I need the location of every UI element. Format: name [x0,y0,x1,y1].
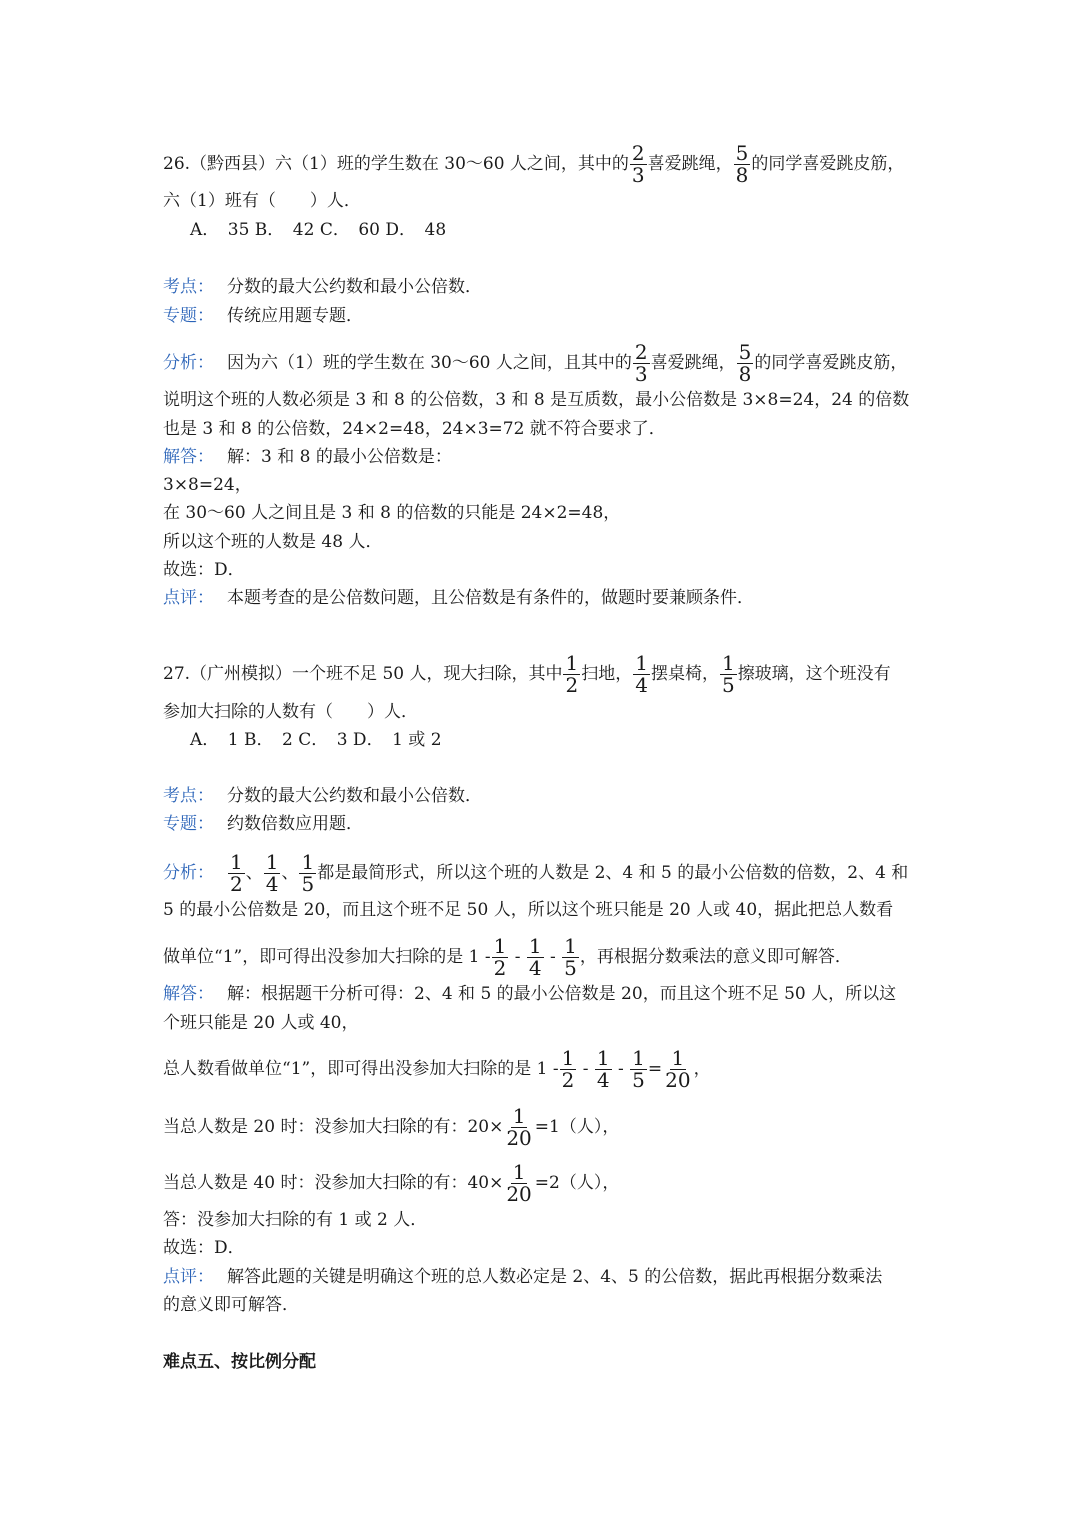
q26-fenxi-line3: 也是 3 和 8 的公倍数，24×2=48，24×3=72 就不符合要求了． [163,419,666,439]
dianping-label: 点评： [163,1267,214,1287]
q27-jieda-6: 答：没参加大扫除的有 1 或 2 人． [163,1210,428,1230]
fraction: $\frac{1}{5}$ [632,1046,645,1092]
zhuanti-label: 专题： [163,306,214,326]
q26-jieda-5: 故选：D． [163,560,245,580]
q26-stem-line1: 26.（黔西县）六（1）班的学生数在 30～60 人之间，其中的 $\frac{2}{3}$ 喜爱跳绳， $\frac{5}{8}$ 的同学喜爱跳皮筋， [163,141,905,187]
fraction: $\frac{1}{4}$ [265,850,279,896]
q27-dianping-2: 的意义即可解答． [163,1295,299,1315]
fraction: $\frac{1}{2}$ [561,1046,575,1092]
q27-jieda-3: 总人数看做单位“1”，即可得出没参加大扫除的是 1 - $\frac{1}{2}$ - $\frac{1}{4}$ - $\frac{1}{5}$ = $\frac{1}{20}$ ， [163,1046,711,1092]
q26-jieda-3: 在 30～60 人之间且是 3 和 8 的倍数的只能是 24×2=48， [163,503,621,523]
fraction: $\frac{1}{5}$ [564,934,577,980]
dianping-label: 点评： [163,588,214,608]
fraction: $\frac{1}{20}$ [665,1046,691,1092]
jieda-label: 解答： [163,447,214,467]
q27-jieda-1: 解答： 解：根据题干分析可得：2、4 和 5 的最小公倍数是 20，而且这个班不足 50 人，所以这 [163,984,897,1004]
fraction: $\frac{1}{4}$ [596,1046,610,1092]
q27-jieda-2: 个班只能是 20 人或 40， [163,1013,359,1033]
q27-jieda-4: 当总人数是 20 时：没参加大扫除的有：20× $\frac{1}{20}$ =1（人）， [163,1104,620,1150]
q27-zhuanti: 专题： 约数倍数应用题． [163,814,363,834]
q26-fenxi-line1: 分析： 因为六（1）班的学生数在 30～60 人之间，且其中的 $\frac{2}{3}$ 喜爱跳绳， $\frac{5}{8}$ 的同学喜爱跳皮筋， [163,340,908,386]
fraction: $\frac{1}{20}$ [506,1104,532,1150]
q27-options: A． 1 B． 2 C． 3 D． 1 或 2 [190,730,442,750]
q26-stem-line2: 六（1）班有（ ）人． [163,191,361,211]
q27-kaodian: 考点： 分数的最大公约数和最小公倍数． [163,786,482,806]
kaodian-label: 考点： [163,786,214,806]
fraction: $\frac{1}{5}$ [721,651,735,697]
q26-kaodian: 考点： 分数的最大公约数和最小公倍数． [163,277,482,297]
q27-fenxi-line3: 做单位“1”，即可得出没参加大扫除的是 1 - $\frac{1}{2}$ - $\frac{1}{4}$ - $\frac{1}{5}$ ，再根据分数乘法的意义即可解答． [163,934,852,980]
q27-jieda-5: 当总人数是 40 时：没参加大扫除的有：40× $\frac{1}{20}$ =2（人）， [163,1160,620,1206]
q27-stem-line2: 参加大扫除的人数有（ ）人． [163,702,418,722]
q26-jieda-1: 解答： 解：3 和 8 的最小公倍数是： [163,447,452,467]
fraction: $\frac{5}{8}$ [735,141,749,187]
jieda-label: 解答： [163,984,214,1004]
q26-dianping: 点评： 本题考查的是公倍数问题，且公倍数是有条件的，做题时要兼顾条件． [163,588,754,608]
q27-jieda-7: 故选：D． [163,1238,245,1258]
fraction: $\frac{1}{4}$ [528,934,542,980]
q27-stem-line1: 27.（广州模拟）一个班不足 50 人，现大扫除，其中 $\frac{1}{2}$ 扫地， $\frac{1}{4}$ 摆桌椅， $\frac{1}{5}$ 擦玻璃，这个班没有 [163,651,891,697]
fraction: $\frac{1}{20}$ [506,1160,532,1206]
fraction: $\frac{1}{2}$ [565,651,579,697]
fenxi-label: 分析： [163,863,214,883]
section-heading: 难点五、按比例分配 [163,1352,316,1372]
fraction: $\frac{1}{2}$ [230,850,243,896]
zhuanti-label: 专题： [163,814,214,834]
fraction: $\frac{2}{3}$ [634,340,648,386]
q27-fenxi-line1: 分析： $\frac{1}{2}$ 、 $\frac{1}{4}$ 、 $\frac{1}{5}$ 都是最简形式，所以这个班的人数是 2、4 和 5 的最小公倍数的倍数，2、4 和 [163,850,909,896]
q27-fenxi-line2: 5 的最小公倍数是 20，而且这个班不足 50 人，所以这个班只能是 20 人或 40，据此把总人数看 [163,900,894,920]
fraction: $\frac{1}{5}$ [301,850,315,896]
fraction: $\frac{2}{3}$ [631,141,645,187]
fraction: $\frac{1}{4}$ [635,651,648,697]
kaodian-label: 考点： [163,277,214,297]
fraction: $\frac{1}{2}$ [493,934,507,980]
fenxi-label: 分析： [163,353,214,373]
q26-fenxi-line2: 说明这个班的人数必须是 3 和 8 的公倍数，3 和 8 是互质数，最小公倍数是 3×8=24，24 的倍数 [163,390,910,410]
q26-zhuanti: 专题： 传统应用题专题． [163,306,363,326]
q26-jieda-4: 所以这个班的人数是 48 人． [163,532,383,552]
q26-options: A． 35 B． 42 C． 60 D． 48 [190,220,447,240]
fraction: $\frac{5}{8}$ [738,340,752,386]
q26-jieda-2: 3×8=24， [163,475,252,495]
q27-dianping-1: 点评： 解答此题的关键是明确这个班的总人数必定是 2、4、5 的公倍数，据此再根据分数乘法 [163,1267,883,1287]
